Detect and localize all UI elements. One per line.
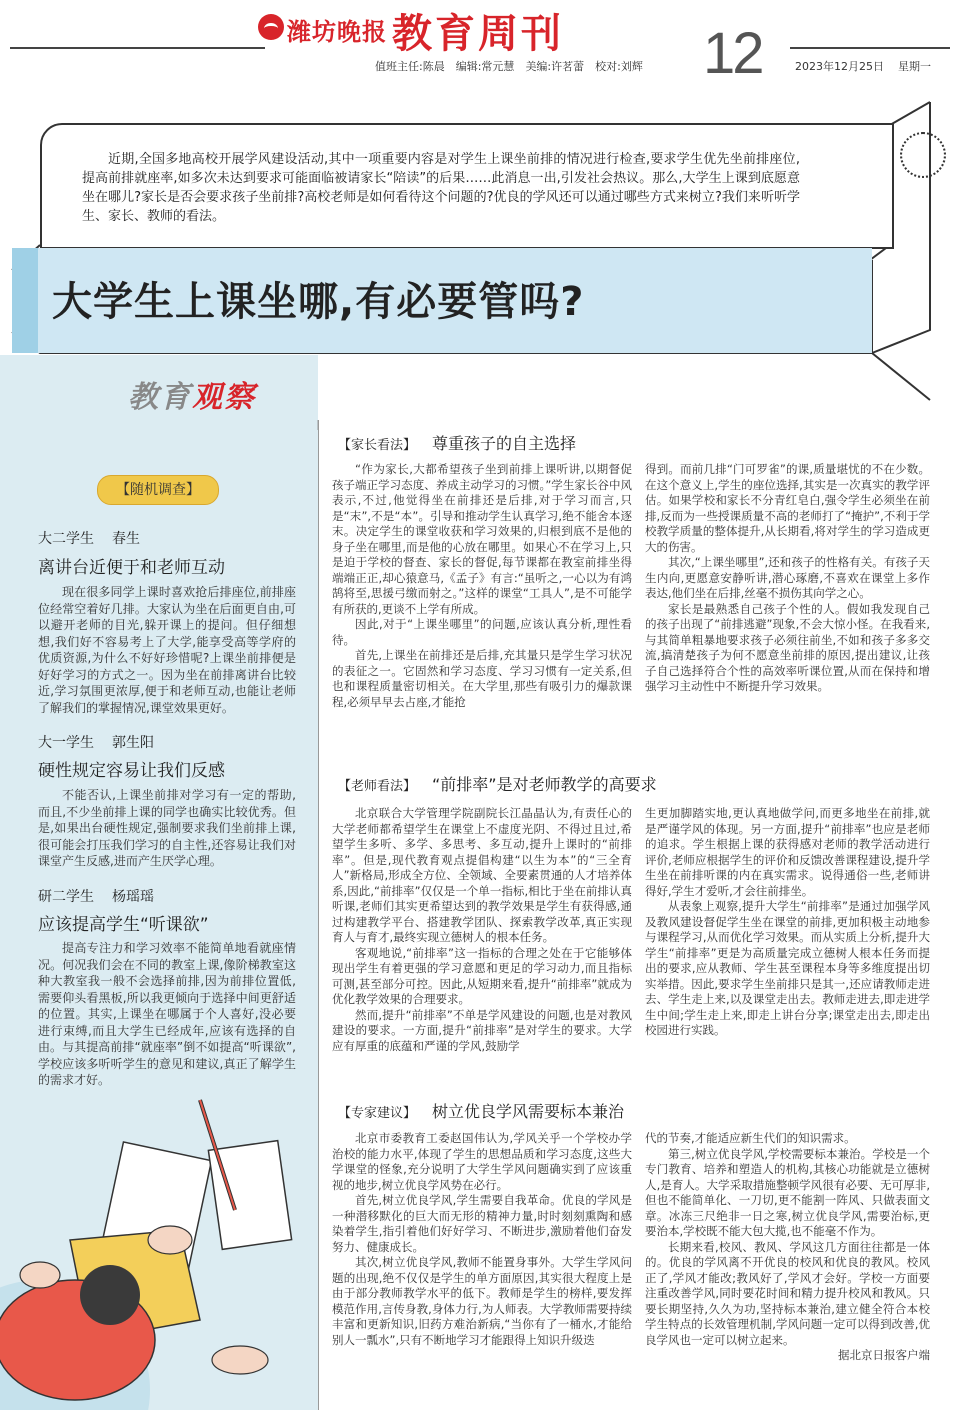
- section-tag: 【老师看法】: [338, 779, 417, 794]
- paragraph: 生更加脚踏实地,更认真地做学问,而更多地坐在前排,就是严谨学风的体现。另一方面,提升“前排率”也应是老师的追求。学生根据上课的获得感对老师的教学活动进行评价,老师应根据学生的评价和反馈改善课程建设,提升学生坐在前排听课的内在真实需求。说得通俗一些,老师讲得好,学生才爱听,才会往前排坐。: [645, 806, 930, 898]
- survey-speaker-3: [38, 886, 172, 906]
- paragraph: 北京联合大学管理学院副院长江晶晶认为,有责任心的大学老师都希望学生在课堂上不虚度光阴、不得过且过,希望学生多听、多学、多思考、多互动,提升上课时的“前排率”。但是,现代教育观点提倡构建“以生为本”的“三全育人”新格局,形成全方位、全领域、全要素贯通的人才培养体系,因此,“前排率”仅仅是一个单一指标,相比于坐在前排认真听课,老师们其实更希望达到的教学效果是学生有获得感,通过构建教学平台、搭建教学团队、探索教学改革,真正实现育人与育才,最终实现立德树人的根本任务。: [332, 806, 632, 944]
- paragraph: 从表象上观察,提升大学生“前排率”是通过加强学风及教风建设督促学生坐在课堂的前排,更加积极主动地参与课程学习,从而优化学习效果。而从实质上分析,提升大学生“前排率”更是为高质量完成立德树人根本任务而提出的要求,应从教师、学生甚至课程本身等多维度提出切实举措。因此,要求学生坐前排只是其一,还应请教师走进去、学生走上来,以及课堂走出去。教师走进去,即走进学生中间;学生走上来,即走上讲台分享;课堂走出去,即走出校园进行实践。: [645, 899, 930, 1037]
- staff-duty-editor: 值班主任:陈晨: [375, 60, 445, 73]
- survey-title-3: 应该提高学生“听课欲”: [38, 915, 209, 935]
- student-studying-illustration: [0, 1090, 318, 1410]
- paragraph: 得到。而前几排“门可罗雀”的课,质量堪忧的不在少数。在这个意义上,学生的座位选择,其实是一次真实的教学评估。如果学校和家长不分青红皂白,强令学生必须坐在前排,反而为一些授课质量不高的老师打了“掩护”,不利于学校教学质量的整体提升,从长期看,将对学生的学习造成更大的伤害。: [645, 462, 930, 554]
- paragraph: 长期来看,校风、教风、学风这几方面往往都是一体的。优良的学风离不开优良的校风和优良的教风。校风正了,学风才能改;教风好了,学风才会好。学校一方面要注重改善学风,同时要花时间和精力提升校风和教风。只要长期坚持,久久为功,坚持标本兼治,建立健全符合本校学生特点的长效管理机制,学风问题一定可以得到改善,优良学风也一定可以树立起来。: [645, 1239, 930, 1347]
- paragraph: 北京市委教育工委赵国伟认为,学风关乎一个学校办学治校的能力水平,体现了学生的思想品质和学习态度,这些大学课堂的怪象,充分说明了大学生学风问题确实到了应该重视的地步,树立优良学风势在必行。: [332, 1131, 632, 1192]
- paragraph: 家长是最熟悉自己孩子个性的人。假如我发现自己的孩子出现了“前排逃避”现象,不会大惊小怪。在我看来,与其简单粗暴地要求孩子必须往前坐,不如和孩子多多交流,搞清楚孩子为何不愿意坐前排的原因,提出建议,让孩子自己选择符合个性的高效率听课位置,从而在保持和增强学习主动性中不断提升学习效果。: [645, 601, 930, 693]
- section-title: “前排率”是对老师教学的高要求: [432, 775, 657, 794]
- section-title: 树立优良学风需要标本兼治: [432, 1102, 625, 1121]
- section-expert-col1: [332, 1131, 632, 1348]
- paragraph: 客观地说,“前排率”这一指标的合理之处在于它能够体现出学生有着更强的学习意愿和更足的学习动力,而且指标可测,甚至部分可控。因此,从短期来看,提升“前排率”就成为优化教学效果的合理要求。: [332, 945, 632, 1006]
- masthead-rule-left: [10, 47, 265, 49]
- masthead-rule-right: [790, 47, 950, 49]
- staff-art-editor: 美编:许茗蕾: [525, 60, 585, 73]
- survey-text-1: 现在很多同学上课时喜欢抢后排座位,前排座位经常空着好几排。大家认为坐在后面更自由,可以避开老师的目光,躲开课上的提问。但仔细想想,我们好不容易考上了大学,能享受高等学府的优质资源,为什么不好好珍惜呢?上课坐前排便是好好学习的方式之一。因为坐在前排离讲台比较近,学习氛围更浓厚,便于和老师互动,也能让老师了解我们的掌握情况,课堂效果更好。: [38, 585, 296, 715]
- page-number: 12: [703, 21, 762, 86]
- headline: 大学生上课坐哪,有必要管吗?: [52, 279, 585, 325]
- weekday-text: 星期一: [898, 60, 931, 73]
- newspaper-name: 潍坊晚报: [287, 18, 387, 46]
- section-tag: 【专家建议】: [338, 1106, 417, 1121]
- staff-credits: [375, 58, 654, 74]
- speaker-name: 杨瑶瑶: [112, 889, 154, 905]
- issue-date: [795, 58, 945, 74]
- column-logo: [128, 372, 256, 416]
- speaker-grade: 大二学生: [38, 531, 94, 547]
- section-teacher-view-title: [338, 772, 657, 795]
- survey-badge: 【随机调查】: [97, 475, 219, 505]
- paragraph: 其次,树立优良学风,教师不能置身事外。大学生学风问题的出现,绝不仅仅是学生的单方面原因,其实很大程度上是由于部分教师教学水平的低下。教师是学生的榜样,要发挥模范作用,言传身教,身体力行,为人师表。大学教师需要持续丰富和更新知识,旧药方难治新病,“当你有了一桶水,才能给别人一瓢水”,只有不断地学习才能跟得上知识升级迭: [332, 1255, 632, 1347]
- date-text: 2023年12月25日: [795, 60, 884, 73]
- survey-speaker-2: [38, 732, 172, 752]
- section-parent-col2: [645, 462, 930, 695]
- paragraph: “作为家长,大都希望孩子坐到前排上课听讲,以期督促孩子端正学习态度、养成主动学习的习惯。”学生家长谷中风表示,不过,他觉得坐在前排还是后排,对于学习而言,只是“末”,不是“本”。引导和推动学生认真学习,绝不能舍本逐末。决定学生的课堂收获和学习效果的,归根到底不是他的身子坐在哪里,而是他的心放在哪里。如果心不在学习上,只是迫于学校的督查、家长的督促,每节课都在教室前排坐得端端正正,却心猿意马,《孟子》有言:“虽听之,一心以为有鸿鹄将至,思援弓缴而射之。”这样的课堂“工具人”,是不可能学有所获的,更谈不上学有所成。: [332, 462, 632, 616]
- speaker-name: 春生: [112, 531, 140, 547]
- survey-speaker-1: [38, 528, 158, 548]
- section-expert-col2: [645, 1131, 930, 1364]
- survey-text-3: 提高专注力和学习效率不能简单地看就座情况。何况我们会在不同的教室上课,像阶梯教室这种大教室我一般不会选择前排,因为前排位置低,需要仰头看黑板,所以我更倾向于选择中间更舒适的位置。其实,上课坐在哪属于个人喜好,没必要进行束缚,而且大学生已经成年,应该有选择的自由。与其提高前排“就座率”倒不如提高“听课欲”,学校应该多听听学生的意见和建议,真正了解学生的需求才好。: [38, 941, 296, 1087]
- paragraph: 然而,提升“前排率”不单是学风建设的问题,也是对教风建设的要求。一方面,提升“前排率”是对学生的要求。大学应有厚重的底蕴和严谨的学风,鼓励学: [332, 1007, 632, 1053]
- speaker-name: 郭生阳: [112, 735, 154, 751]
- section-tag: 【家长看法】: [338, 438, 417, 453]
- paragraph: 首先,上课坐在前排还是后排,充其量只是学生学习状况的表征之一。它固然和学习态度、学习习惯有一定关系,但也和课程质量密切相关。在大学里,那些有吸引力的爆款课程,必须早早去占座,才能抢: [332, 648, 632, 709]
- newspaper-logo-icon: [258, 14, 284, 40]
- section-parent-view-title: [338, 431, 576, 454]
- column-logo-part1: 教育: [128, 380, 192, 415]
- section-expert-view-title: [338, 1099, 624, 1122]
- section-title: 尊重孩子的自主选择: [432, 434, 577, 453]
- paragraph: 代的节奏,才能适应新生代们的知识需求。: [645, 1131, 856, 1145]
- paragraph: 因此,对于“上课坐哪里”的问题,应该认真分析,理性看待。: [332, 617, 632, 647]
- paragraph: 其次,“上课坐哪里”,还和孩子的性格有关。有孩子天生内向,更愿意安静听讲,潜心琢磨,不喜欢在课堂上多作表达,他们坐在后排,丝毫不损伤其向学之心。: [645, 555, 930, 600]
- paragraph: 第三,树立优良学风,学校需要标本兼治。学校是一个专门教育、培养和塑造人的机构,其核心功能就是立德树人,是育人。大学采取措施整顿学风很有必要、无可厚非,但也不能简单化、一刀切,更不能割一阵风、只做表面文章。冰冻三尺绝非一日之寒,树立优良学风,需要治标,更要治本,学校既不能大包大揽,也不能毫不作为。: [645, 1146, 930, 1238]
- speaker-grade: 研二学生: [38, 889, 94, 905]
- section-parent-col1: [332, 462, 632, 710]
- source-credit: 据北京日报客户端: [838, 1348, 930, 1362]
- dotted-circle-decoration: [900, 132, 946, 178]
- staff-editor: 编辑:常元慧: [455, 60, 515, 73]
- section-teacher-col2: [645, 806, 930, 1039]
- section-name: 教育周刊: [392, 11, 564, 57]
- speaker-grade: 大一学生: [38, 735, 94, 751]
- masthead: [0, 0, 955, 86]
- staff-proofreader: 校对:刘辉: [595, 60, 643, 73]
- survey-title-1: 离讲台近便于和老师互动: [38, 558, 225, 578]
- survey-text-2: 不能否认,上课坐前排对学习有一定的帮助,而且,不少坐前排上课的同学也确实比较优秀。但是,如果出台硬性规定,强制要求我们坐前排上课,很可能会打压我们学习的自主性,还容易让我们对课堂产生反感,进而产生厌学心理。: [38, 788, 296, 868]
- survey-title-2: 硬性规定容易让我们反感: [38, 761, 225, 781]
- column-logo-part2: 观察: [192, 380, 256, 415]
- section-teacher-col1: [332, 806, 632, 1054]
- headline-band-edge: [12, 248, 38, 353]
- paragraph: 首先,树立优良学风,学生需要自我革命。优良的学风是一种潜移默化的巨大而无形的精神力量,时时刻刻熏陶和感染着学生,指引着他们好好学习、不断进步,激励着他们奋发努力、健康成长。: [332, 1193, 632, 1254]
- intro-text: 近期,全国多地高校开展学风建设活动,其中一项重要内容是对学生上课坐前排的情况进行检查,要求学生优先坐前排座位,提高前排就座率,如多次未达到要求可能面临被请家长“陪读”的后果……此消息一出,引发社会热议。那么,大学生上课到底愿意坐在哪儿?家长是否会要求孩子坐前排?高校老师是如何看待这个问题的?优良的学风还可以通过哪些方式来树立?我们来听听学生、家长、教师的看法。: [82, 152, 800, 224]
